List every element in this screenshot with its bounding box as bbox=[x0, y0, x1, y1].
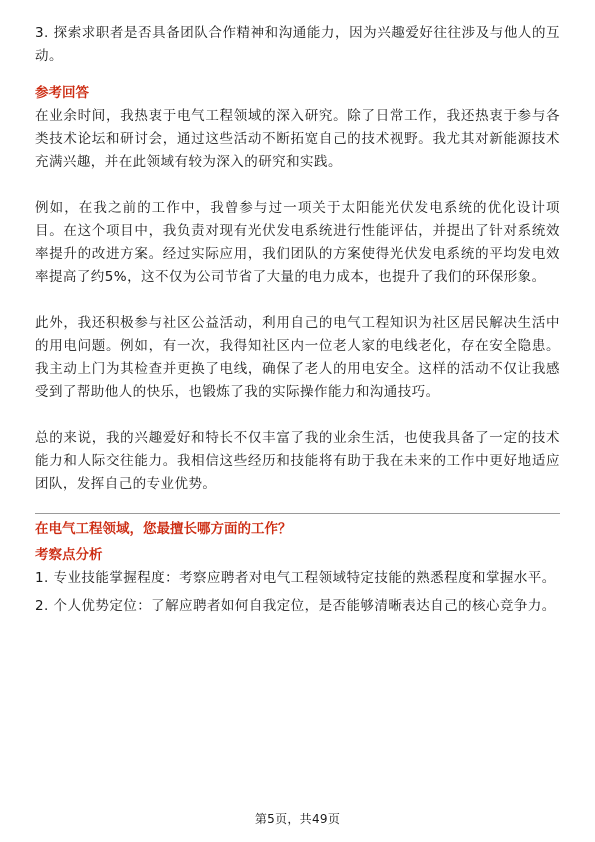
interview-question: 在电气工程领域，您最擅长哪方面的工作？ bbox=[35, 521, 292, 537]
page-footer: 第5页，共49页 bbox=[254, 812, 341, 826]
section-divider bbox=[35, 513, 560, 514]
document-page bbox=[35, 22, 560, 618]
answer-paragraph: 此外，我还积极参与社区公益活动，利用自己的电气工程知识为社区居民解决生活中的用电问题。例如，有一次，我得知社区内一位老人家的电线老化，存在安全隐患。我主动上门为其检查并更换了电线，确保了老人的用电安全。这样的活动不仅让我感受到了帮助他人的快乐，也锻炼了我的实际操作能力和沟通技巧。 bbox=[35, 315, 560, 400]
analysis-point: 1. 专业技能掌握程度：考察应聘者对电气工程领域特定技能的熟悉程度和掌握水平。 bbox=[35, 570, 556, 586]
intro-point: 3. 探索求职者是否具备团队合作精神和沟通能力，因为兴趣爱好往往涉及与他人的互动。 bbox=[35, 25, 560, 64]
reference-answer-heading: 参考回答 bbox=[35, 85, 89, 101]
analysis-heading: 考察点分析 bbox=[35, 547, 103, 563]
answer-paragraph: 总的来说，我的兴趣爱好和特长不仅丰富了我的业余生活，也使我具备了一定的技术能力和人际交往能力。我相信这些经历和技能将有助于我在未来的工作中更好地适应团队，发挥自己的专业优势。 bbox=[35, 430, 560, 492]
answer-paragraph: 在业余时间，我热衷于电气工程领域的深入研究。除了日常工作，我还热衷于参与各类技术论坛和研讨会，通过这些活动不断拓宽自己的技术视野。我尤其对新能源技术充满兴趣，并在此领域有较为深入的研究和实践。 bbox=[35, 108, 560, 170]
answer-paragraph: 例如，在我之前的工作中，我曾参与过一项关于太阳能光伏发电系统的优化设计项目。在这个项目中，我负责对现有光伏发电系统进行性能评估，并提出了针对系统效率提升的改进方案。经过实际应用，我们团队的方案使得光伏发电系统的平均发电效率提高了约5%，这不仅为公司节省了大量的电力成本，也提升了我们的环保形象。 bbox=[35, 200, 560, 285]
analysis-point: 2. 个人优势定位：了解应聘者如何自我定位，是否能够清晰表达自己的核心竞争力。 bbox=[35, 598, 556, 614]
